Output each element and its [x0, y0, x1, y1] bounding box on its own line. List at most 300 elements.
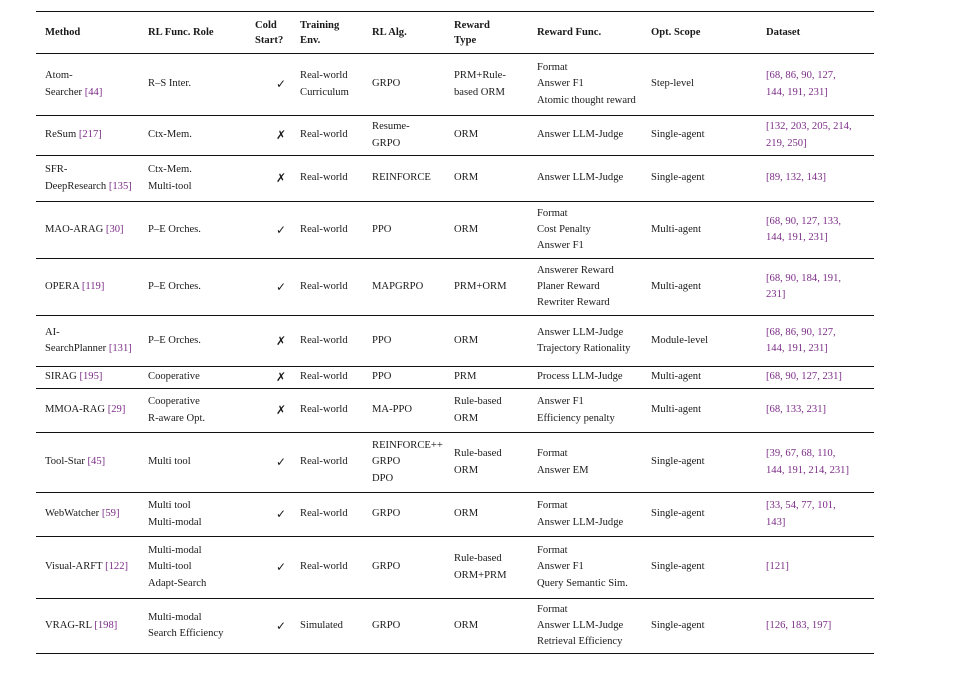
rl-alg-line: GRPO: [372, 508, 401, 520]
dataset-line[interactable]: [39, 67, 68, 110,: [766, 448, 836, 460]
dataset-cell: [757, 116, 874, 156]
opt-scope-line: Step-level: [651, 78, 694, 90]
dataset-line[interactable]: [89, 132, 143]: [766, 172, 827, 184]
citation-link[interactable]: [217]: [78, 129, 102, 141]
rl-func-role-line: R–S Inter.: [148, 78, 191, 90]
rl-func-role-cell: [139, 116, 253, 156]
method-cell: [36, 389, 139, 433]
rl-alg-line: GRPO: [372, 561, 401, 573]
dataset-line[interactable]: [132, 203, 205, 214,: [766, 121, 852, 133]
cold-start-mark: ✓: [276, 222, 287, 237]
method-name-line: [45, 618, 139, 634]
method-name: AI-: [45, 326, 60, 338]
opt-scope-line: Single-agent: [651, 619, 705, 631]
rl-alg-line: GRPO: [372, 619, 401, 631]
header-reward-type-line: Reward: [454, 19, 490, 31]
reward-type-cell: [445, 116, 528, 156]
reward-type-line: ORM: [454, 129, 479, 141]
reward-type-cell: [445, 367, 528, 389]
method-name-line: [45, 85, 139, 101]
rl-alg-line: MAPGRPO: [372, 280, 424, 292]
rl-func-role-line: Multi tool: [148, 456, 191, 468]
header-training-env-line: Env.: [300, 34, 321, 46]
reward-func-line: Retrieval Efficiency: [537, 636, 623, 648]
citation-link[interactable]: [45]: [87, 456, 106, 468]
header-method-line: Method: [45, 27, 81, 38]
reward-type-cell: [445, 54, 528, 116]
rl-alg-line: PPO: [372, 223, 392, 235]
reward-func-line: Query Semantic Sim.: [537, 577, 628, 589]
method-name-line: [45, 341, 139, 357]
training-env-line: Real-world: [300, 334, 348, 346]
method-cell: [36, 537, 139, 599]
dataset-cell: [757, 54, 874, 116]
header-rl-alg: [363, 12, 445, 54]
dataset-cell: [757, 202, 874, 259]
rl-func-role-line: P–E Orches.: [148, 334, 201, 346]
reward-type-line: ORM: [454, 172, 479, 184]
reward-func-line: Cost Penalty: [537, 223, 591, 235]
rl-func-role-line: R-aware Opt.: [148, 412, 206, 424]
method-name-line: [45, 127, 139, 143]
rl-func-role-line: P–E Orches.: [148, 280, 201, 292]
method-name-line: [45, 222, 139, 238]
reward-func-line: Answer LLM-Judge: [537, 172, 624, 184]
rl-alg-line: Resume-: [372, 121, 410, 133]
method-name-line: [45, 68, 139, 84]
method-name: SFR-: [45, 164, 68, 176]
cold-start-mark: ✓: [276, 507, 287, 522]
header-training-env-line: Training: [300, 19, 340, 31]
rl-func-role-cell: [139, 537, 253, 599]
dataset-line[interactable]: 144, 191, 231]: [766, 86, 828, 98]
dataset-line[interactable]: [68, 86, 90, 127,: [766, 326, 836, 338]
table-row: [36, 537, 874, 599]
method-name: Tool-Star: [45, 456, 85, 468]
dataset-cell: [757, 493, 874, 537]
rl-func-role-line: Multi-tool: [148, 180, 192, 192]
header-reward-type: [445, 12, 528, 54]
reward-func-cell: [528, 599, 642, 654]
opt-scope-line: Module-level: [651, 334, 709, 346]
cold-start-mark: ✓: [276, 77, 287, 92]
reward-func-line: Efficiency penalty: [537, 412, 615, 424]
rl-func-role-line: Multi-modal: [148, 516, 202, 528]
reward-func-cell: [528, 493, 642, 537]
reward-type-cell: [445, 389, 528, 433]
reward-func-cell: [528, 389, 642, 433]
training-env-cell: [291, 367, 363, 389]
method-name-line: [45, 506, 139, 522]
rl-alg-line: GRPO: [372, 137, 401, 149]
opt-scope-line: Single-agent: [651, 456, 705, 468]
training-env-cell: [291, 156, 363, 202]
rl-alg-cell: [363, 537, 445, 599]
reward-func-cell: [528, 54, 642, 116]
rl-func-role-cell: [139, 433, 253, 493]
training-env-cell: [291, 433, 363, 493]
rl-alg-cell: [363, 316, 445, 367]
dataset-line[interactable]: [68, 133, 231]: [766, 404, 827, 416]
reward-type-line: Rule-based: [454, 396, 502, 408]
reward-func-line: Answer LLM-Judge: [537, 619, 624, 631]
header-rl-func-role: [139, 12, 253, 54]
dataset-cell: [757, 537, 874, 599]
reward-type-line: ORM: [454, 464, 479, 476]
reward-func-line: Process LLM-Judge: [537, 371, 623, 383]
citation-link[interactable]: [30]: [105, 223, 124, 235]
method-name-line: [45, 179, 139, 195]
citation-link[interactable]: [198]: [94, 619, 118, 631]
table-row: [36, 599, 874, 654]
opt-scope-cell: [642, 202, 757, 259]
dataset-line[interactable]: 144, 191, 231]: [766, 232, 828, 243]
opt-scope-line: Single-agent: [651, 172, 705, 184]
citation-link[interactable]: [135]: [108, 180, 132, 192]
training-env-line: Real-world: [300, 561, 348, 573]
table-body: [36, 54, 874, 654]
training-env-line: Real-world: [300, 223, 348, 235]
rl-func-role-line: P–E Orches.: [148, 223, 201, 235]
opt-scope-cell: [642, 367, 757, 389]
reward-func-line: Format: [537, 603, 568, 615]
opt-scope-line: Multi-agent: [651, 404, 702, 416]
rl-alg-cell: [363, 202, 445, 259]
rl-alg-cell: [363, 433, 445, 493]
table-row: [36, 259, 874, 316]
reward-func-line: Answer LLM-Judge: [537, 129, 624, 141]
header-cold-start-line: Start?: [255, 34, 284, 46]
method-name: ReSum: [45, 129, 77, 141]
rl-alg-line: GRPO: [372, 78, 401, 90]
rl-func-role-line: Adapt-Search: [148, 577, 207, 589]
reward-func-cell: [528, 259, 642, 316]
training-env-line: Real-world: [300, 456, 348, 468]
opt-scope-line: Multi-agent: [651, 223, 702, 235]
method-name: SearchPlanner: [45, 343, 107, 354]
training-env-line: Real-world: [300, 70, 348, 82]
table-row: [36, 116, 874, 156]
reward-func-line: Answer F1: [537, 561, 584, 573]
dataset-line[interactable]: 231]: [766, 289, 786, 300]
reward-func-line: Trajectory Rationality: [537, 343, 631, 354]
opt-scope-cell: [642, 54, 757, 116]
header-cold-start: [253, 12, 291, 54]
method-name-line: [45, 279, 139, 295]
comparison-table: [36, 11, 874, 654]
dataset-cell: [757, 316, 874, 367]
training-env-line: Curriculum: [300, 86, 349, 98]
header-row: [36, 12, 874, 54]
dataset-cell: [757, 259, 874, 316]
method-cell: [36, 433, 139, 493]
reward-func-cell: [528, 202, 642, 259]
rl-func-role-cell: [139, 259, 253, 316]
cold-start-mark: ✗: [276, 370, 287, 385]
method-cell: [36, 202, 139, 259]
training-env-cell: [291, 493, 363, 537]
opt-scope-cell: [642, 599, 757, 654]
rl-func-role-cell: [139, 156, 253, 202]
training-env-line: Real-world: [300, 371, 348, 383]
citation-link[interactable]: [131]: [108, 343, 132, 354]
rl-alg-cell: [363, 259, 445, 316]
reward-type-line: PRM: [454, 371, 477, 383]
dataset-cell: [757, 389, 874, 433]
reward-func-line: Planer Reward: [537, 280, 600, 292]
cold-start-mark: ✓: [276, 279, 287, 294]
reward-func-cell: [528, 156, 642, 202]
rl-alg-line: GRPO: [372, 456, 401, 468]
rl-alg-line: DPO: [372, 472, 394, 484]
dataset-cell: [757, 433, 874, 493]
table-row: [36, 316, 874, 367]
opt-scope-cell: [642, 316, 757, 367]
rl-func-role-cell: [139, 316, 253, 367]
reward-type-line: ORM: [454, 334, 479, 346]
rl-func-role-cell: [139, 389, 253, 433]
header-opt-scope: [642, 12, 757, 54]
method-cell: [36, 259, 139, 316]
header-opt-scope-line: Opt. Scope: [651, 27, 701, 38]
reward-func-line: Answerer Reward: [537, 264, 614, 276]
citation-link[interactable]: [29]: [107, 404, 126, 416]
table-header: [36, 12, 874, 54]
reward-type-line: PRM+ORM: [454, 280, 507, 292]
dataset-cell: [757, 599, 874, 654]
opt-scope-cell: [642, 389, 757, 433]
table-row: [36, 202, 874, 259]
method-name: SIRAG: [45, 371, 77, 383]
reward-func-line: Answer LLM-Judge: [537, 516, 624, 528]
dataset-line[interactable]: [68, 90, 184, 191,: [766, 272, 842, 284]
reward-type-cell: [445, 259, 528, 316]
cold-start-mark: ✗: [276, 333, 287, 348]
reward-func-line: Format: [537, 62, 568, 74]
reward-type-line: Rule-based: [454, 448, 502, 460]
dataset-line[interactable]: [126, 183, 197]: [766, 619, 832, 631]
header-rl-func-role-line: RL Func. Role: [148, 27, 214, 38]
method-name: Atom-: [45, 70, 73, 82]
dataset-cell: [757, 156, 874, 202]
training-env-line: Simulated: [300, 619, 343, 631]
header-reward-type-line: Type: [454, 34, 477, 46]
rl-alg-line: PPO: [372, 371, 392, 383]
dataset-line[interactable]: [121]: [766, 561, 789, 573]
header-rl-alg-line: RL Alg.: [372, 27, 407, 38]
rl-func-role-line: Multi tool: [148, 500, 191, 512]
opt-scope-line: Single-agent: [651, 129, 705, 141]
training-env-cell: [291, 54, 363, 116]
reward-type-line: ORM: [454, 412, 479, 424]
header-dataset-line: Dataset: [766, 27, 801, 38]
header-method: [36, 12, 139, 54]
method-cell: [36, 493, 139, 537]
rl-alg-line: PPO: [372, 334, 392, 346]
reward-func-cell: [528, 537, 642, 599]
method-cell: [36, 156, 139, 202]
rl-func-role-line: Cooperative: [148, 396, 200, 408]
method-cell: [36, 116, 139, 156]
method-name-line: [45, 402, 139, 418]
table-row: [36, 156, 874, 202]
method-name: Searcher: [45, 86, 83, 98]
training-env-line: Real-world: [300, 280, 348, 292]
dataset-line[interactable]: 144, 191, 231]: [766, 343, 828, 354]
opt-scope-line: Single-agent: [651, 561, 705, 573]
opt-scope-cell: [642, 259, 757, 316]
reward-func-line: Atomic thought reward: [537, 94, 636, 106]
method-name: VRAG-RL: [45, 619, 92, 631]
rl-func-role-cell: [139, 599, 253, 654]
reward-func-line: Answer F1: [537, 78, 584, 90]
rl-func-role-line: Multi-modal: [148, 611, 202, 623]
header-dataset: [757, 12, 874, 54]
reward-func-line: Answer EM: [537, 464, 589, 476]
reward-func-line: Format: [537, 500, 568, 512]
reward-type-cell: [445, 316, 528, 367]
method-name-line: [45, 162, 139, 178]
dataset-cell: [757, 367, 874, 389]
rl-alg-cell: [363, 493, 445, 537]
header-cold-start-line: Cold: [255, 19, 277, 31]
rl-func-role-cell: [139, 202, 253, 259]
rl-func-role-line: Ctx-Mem.: [148, 164, 192, 176]
reward-func-line: Format: [537, 207, 568, 219]
method-name-line: [45, 454, 139, 470]
reward-type-line: based ORM: [454, 86, 505, 98]
reward-func-line: Answer F1: [537, 240, 584, 252]
rl-func-role-line: Ctx-Mem.: [148, 129, 192, 141]
reward-type-line: ORM: [454, 223, 479, 235]
table-row: [36, 367, 874, 389]
rl-alg-cell: [363, 599, 445, 654]
dataset-line[interactable]: 144, 191, 214, 231]: [766, 464, 849, 476]
method-cell: [36, 367, 139, 389]
reward-type-cell: [445, 202, 528, 259]
opt-scope-cell: [642, 537, 757, 599]
reward-type-cell: [445, 493, 528, 537]
citation-link[interactable]: [44]: [84, 86, 103, 98]
reward-func-cell: [528, 367, 642, 389]
rl-alg-line: REINFORCE++: [372, 440, 443, 452]
reward-func-line: Format: [537, 545, 568, 557]
training-env-line: Real-world: [300, 129, 348, 141]
table-row: [36, 54, 874, 116]
citation-link[interactable]: [119]: [81, 280, 105, 292]
method-name: WebWatcher: [45, 508, 100, 520]
method-cell: [36, 54, 139, 116]
training-env-cell: [291, 316, 363, 367]
cold-start-mark: ✓: [276, 455, 287, 470]
reward-func-line: Rewriter Reward: [537, 297, 610, 309]
table-row: [36, 433, 874, 493]
method-cell: [36, 316, 139, 367]
training-env-cell: [291, 116, 363, 156]
method-cell: [36, 599, 139, 654]
reward-type-cell: [445, 433, 528, 493]
rl-alg-cell: [363, 54, 445, 116]
method-name-line: [45, 369, 139, 385]
reward-func-line: Format: [537, 448, 568, 460]
method-name: OPERA: [45, 280, 80, 292]
rl-alg-cell: [363, 116, 445, 156]
training-env-line: Real-world: [300, 404, 348, 416]
dataset-line[interactable]: [68, 90, 127, 133,: [766, 215, 842, 227]
opt-scope-line: Multi-agent: [651, 371, 702, 383]
opt-scope-line: Single-agent: [651, 508, 705, 520]
rl-alg-cell: [363, 389, 445, 433]
reward-func-cell: [528, 116, 642, 156]
dataset-line[interactable]: 143]: [766, 516, 786, 528]
reward-type-line: ORM+PRM: [454, 569, 507, 581]
reward-type-line: ORM: [454, 508, 479, 520]
reward-type-line: ORM: [454, 619, 479, 631]
cold-start-mark: ✓: [276, 618, 287, 633]
citation-link[interactable]: [122]: [105, 561, 129, 573]
rl-alg-line: MA-PPO: [372, 404, 413, 416]
reward-type-cell: [445, 537, 528, 599]
dataset-line[interactable]: [68, 86, 90, 127,: [766, 70, 836, 82]
reward-type-cell: [445, 156, 528, 202]
cold-start-mark: ✓: [276, 560, 287, 575]
cold-start-mark: ✗: [276, 128, 287, 143]
citation-link[interactable]: [195]: [79, 371, 103, 383]
training-env-cell: [291, 202, 363, 259]
header-reward-func-line: Reward Func.: [537, 27, 602, 38]
opt-scope-cell: [642, 116, 757, 156]
dataset-line[interactable]: [68, 90, 127, 231]: [766, 371, 842, 383]
dataset-line[interactable]: [33, 54, 77, 101,: [766, 500, 836, 512]
dataset-line[interactable]: 219, 250]: [766, 137, 807, 149]
training-env-cell: [291, 537, 363, 599]
method-name: MAO-ARAG: [45, 223, 104, 235]
rl-alg-line: REINFORCE: [372, 172, 431, 184]
reward-func-cell: [528, 316, 642, 367]
method-name: Visual-ARFT: [45, 561, 103, 573]
training-env-cell: [291, 389, 363, 433]
rl-func-role-line: Search Efficiency: [148, 628, 224, 639]
opt-scope-cell: [642, 156, 757, 202]
citation-link[interactable]: [59]: [101, 508, 120, 520]
reward-func-cell: [528, 433, 642, 493]
header-training-env: [291, 12, 363, 54]
reward-func-line: Answer F1: [537, 396, 584, 408]
table-row: [36, 493, 874, 537]
rl-func-role-cell: [139, 54, 253, 116]
method-name: MMOA-RAG: [45, 404, 106, 416]
cold-start-mark: ✗: [276, 171, 287, 186]
rl-func-role-cell: [139, 493, 253, 537]
rl-alg-cell: [363, 367, 445, 389]
rl-func-role-line: Multi-tool: [148, 561, 192, 573]
reward-type-line: PRM+Rule-: [454, 70, 506, 82]
rl-alg-cell: [363, 156, 445, 202]
opt-scope-cell: [642, 493, 757, 537]
cold-start-mark: ✗: [276, 403, 287, 418]
reward-type-line: Rule-based: [454, 553, 502, 565]
rl-func-role-line: Multi-modal: [148, 545, 202, 557]
opt-scope-line: Multi-agent: [651, 280, 702, 292]
method-name-line: [45, 325, 139, 341]
rl-func-role-line: Cooperative: [148, 371, 200, 383]
method-name-line: [45, 559, 139, 575]
training-env-line: Real-world: [300, 172, 348, 184]
header-reward-func: [528, 12, 642, 54]
opt-scope-cell: [642, 433, 757, 493]
table-row: [36, 389, 874, 433]
method-name: DeepResearch: [45, 180, 107, 192]
